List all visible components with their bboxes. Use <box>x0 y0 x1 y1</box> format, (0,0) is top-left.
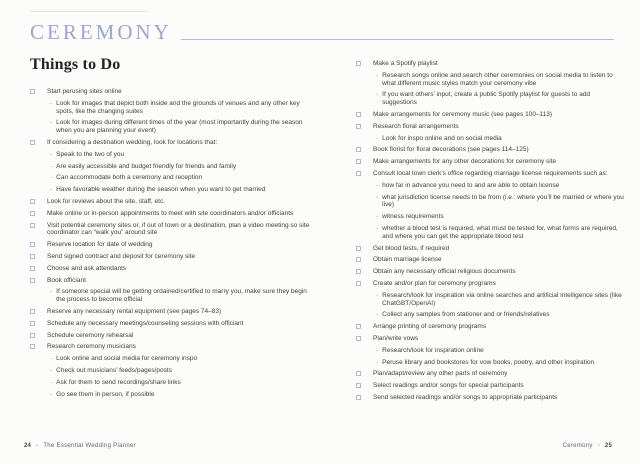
checklist-subitem <box>30 367 313 375</box>
checklist-item <box>30 308 313 316</box>
checklist-subitem <box>356 135 625 143</box>
checklist-item <box>356 256 625 264</box>
checklist-item-label: Obtain any necessary official religious documents <box>373 268 516 276</box>
checklist-subitem <box>356 292 625 308</box>
checkbox[interactable] <box>30 242 35 247</box>
subitem-label: Can accommodate both a ceremony and reception <box>56 174 203 182</box>
checklist-subitem <box>356 225 625 241</box>
checklist-subitem <box>30 355 313 363</box>
subitem-label: If you want others’ input, create a public Spotify playlist for guests to add suggestions <box>382 91 591 107</box>
subitem-label: witness requirements <box>382 213 444 221</box>
checkbox[interactable] <box>30 199 35 204</box>
checklist-subitem <box>30 288 313 304</box>
checklist-item <box>30 198 313 206</box>
dash-bullet-icon: - <box>50 186 53 194</box>
checkbox[interactable] <box>356 324 361 329</box>
footer-left <box>24 443 136 449</box>
dash-bullet-icon: - <box>50 355 53 363</box>
checkbox[interactable] <box>356 383 361 388</box>
dash-bullet-icon: - <box>376 71 379 79</box>
checkbox[interactable] <box>30 266 35 271</box>
checklist-item <box>356 146 625 154</box>
dash-bullet-icon: - <box>376 193 379 201</box>
checkbox[interactable] <box>30 321 35 326</box>
checklist-item-label: Plan/adapt/review any other parts of ceremony <box>373 370 508 378</box>
dash-bullet-icon: - <box>376 358 379 366</box>
checklist-item-label: Send selected readings and/or songs to appropriate participants <box>373 393 558 401</box>
subitem-label: Research/look for inspiration via online searches and artificial intelligence sites (like ChatGBT/OpenAI) <box>382 291 622 307</box>
subitem-label: whether a blood test is required, what must be tested for, what forms are required, and where you can get the appropriate blood test <box>382 224 618 240</box>
checklist-item-label: Schedule ceremony rehearsal <box>47 331 134 339</box>
checkbox[interactable] <box>30 254 35 259</box>
dash-bullet-icon: - <box>50 119 53 127</box>
dash-bullet-icon: - <box>376 224 379 232</box>
checklist-item-label: Make a Spotify playlist <box>373 60 438 67</box>
checklist-item-label: Obtain marriage license <box>373 256 442 264</box>
checklist-item <box>356 370 625 378</box>
checklist-subitem <box>30 100 313 116</box>
checkbox[interactable] <box>30 333 35 338</box>
checkbox[interactable] <box>356 159 361 164</box>
checkbox[interactable] <box>356 147 361 152</box>
checkbox[interactable] <box>30 309 35 314</box>
checklist-subitem <box>30 151 313 159</box>
subitem-label: Check out musicians’ feeds/pages/posts <box>56 366 172 374</box>
checklist-item-label: Create and/or plan for ceremony programs <box>373 279 496 287</box>
subitem-label: Look for images that depict both inside and the grounds of venues and any other key spots, like the changing suites <box>56 99 300 115</box>
dash-bullet-icon: - <box>50 162 53 170</box>
checklist-item <box>356 111 625 119</box>
checkbox[interactable] <box>356 112 361 117</box>
checklist-item <box>356 394 625 402</box>
checklist-item-label: Make arrangements for ceremony music (see pages 100–113) <box>373 110 553 118</box>
checklist-subitem <box>356 311 625 319</box>
checkbox[interactable] <box>356 257 361 262</box>
subitem-label: Research/look for inspiration online <box>382 346 484 354</box>
checklist-subitem <box>30 174 313 182</box>
checkbox[interactable] <box>356 171 361 176</box>
checklist-subitem <box>30 186 313 194</box>
dash-bullet-icon: - <box>50 174 53 182</box>
checklist-item <box>30 139 313 147</box>
checklist-item-label: Research floral arrangements <box>373 122 459 130</box>
chapter-name-footer: Ceremony <box>562 443 593 449</box>
checklist-subitem <box>356 213 625 221</box>
checklist-item-label: Book officiant <box>47 276 86 284</box>
checklist-item <box>30 343 313 351</box>
page-number-right: 25 <box>604 443 612 449</box>
checklist-subitem <box>356 347 625 355</box>
chapter-header <box>30 22 614 43</box>
subitem-label: Have favorable weather during the season when you want to get married <box>56 186 266 194</box>
checklist-item <box>30 210 313 218</box>
footer-right <box>563 443 612 449</box>
chapter-rule <box>181 39 614 40</box>
footer-separator-icon: • <box>36 443 39 449</box>
checklist-subitem <box>30 379 313 387</box>
checkbox[interactable] <box>356 269 361 274</box>
checklist-subitem <box>30 391 313 399</box>
subitem-label: how far in advance you need to and are able to obtain license <box>382 181 560 189</box>
checklist-item-label: Send signed contract and deposit for ceremony site <box>47 252 196 260</box>
checklist-item <box>356 245 625 253</box>
checkbox[interactable] <box>30 140 35 145</box>
subitem-label: Speak to the two of you <box>56 150 125 158</box>
checklist-item <box>356 123 625 131</box>
dash-bullet-icon: - <box>376 181 379 189</box>
subitem-label: Look for images during different times of the year (most importantly during the season when you are planning your event) <box>56 119 303 135</box>
checklist-item <box>30 222 313 238</box>
subitem-label: If someone special will be getting ordained/certified to marry you, make sure they begin the process to become official <box>56 288 307 304</box>
dash-bullet-icon: - <box>50 366 53 374</box>
checklist-subitem <box>356 359 625 367</box>
checklist-item <box>356 170 625 178</box>
checkbox[interactable] <box>356 336 361 341</box>
checkbox[interactable] <box>356 246 361 251</box>
section-title: Things to Do <box>30 56 121 73</box>
dash-bullet-icon: - <box>50 390 53 398</box>
checklist-item <box>30 241 313 249</box>
checklist-item-label: Get blood tests, if required <box>373 244 450 252</box>
checklist-item <box>30 320 313 328</box>
checklist-item <box>356 268 625 276</box>
checkbox[interactable] <box>30 211 35 216</box>
checklist-item <box>356 158 625 166</box>
checkbox[interactable] <box>30 89 35 94</box>
checklist-item-label: Choose and ask attendants <box>47 264 127 272</box>
checklist-subitem <box>30 163 313 171</box>
checkbox[interactable] <box>356 371 361 376</box>
checklist-subitem <box>356 91 625 107</box>
subitem-label: Peruse library and bookstores for vow books, poetry, and other inspiration <box>382 358 595 366</box>
chapter-title: CEREMONY <box>30 20 172 44</box>
checkbox[interactable] <box>30 223 35 228</box>
page-number-left: 24 <box>24 443 32 449</box>
checklist-column-right <box>356 60 625 406</box>
checklist-item <box>30 253 313 261</box>
checklist-item-label: Schedule any necessary meetings/counseling sessions with officiant <box>47 319 244 327</box>
subitem-label: Look for inspo online and on social media <box>382 134 502 142</box>
checkbox[interactable] <box>30 344 35 349</box>
subitem-label: Go see them in person, if possible <box>56 390 155 398</box>
checklist-subitem <box>356 194 625 210</box>
checklist-item-label: If considering a destination wedding, look for locations that: <box>47 138 218 146</box>
checklist-item-label: Visit potential ceremony sites or, if out of town or a destination, plan a video meeting so site coordinator can “walk you” around site <box>47 221 310 237</box>
dash-bullet-icon: - <box>376 134 379 142</box>
checklist-subitem <box>356 72 625 88</box>
checklist-item-label: Research ceremony musicians <box>47 343 136 351</box>
checkbox[interactable] <box>30 278 35 283</box>
checklist-item <box>30 332 313 340</box>
dash-bullet-icon: - <box>50 288 53 296</box>
dash-bullet-icon: - <box>376 291 379 299</box>
dash-bullet-icon: - <box>376 213 379 221</box>
dash-bullet-icon: - <box>376 91 379 99</box>
checklist-item-label: Arrange printing of ceremony programs <box>373 323 487 331</box>
checklist-item-label: Reserve location for date of wedding <box>47 241 153 249</box>
checklist-item-label: Book florist for floral decorations (see pages 114–125) <box>373 146 529 154</box>
checklist-subitem <box>356 182 625 190</box>
checklist-item-label: Make online or in-person appointments to meet with site coordinators and/or officiants <box>47 209 294 217</box>
dash-bullet-icon: - <box>376 346 379 354</box>
footer-separator-icon: • <box>597 443 600 449</box>
checklist-item <box>30 88 313 96</box>
dash-bullet-icon: - <box>376 311 379 319</box>
subitem-label: Look online and social media for ceremony inspo <box>56 355 198 363</box>
book-title: The Essential Wedding Planner <box>43 443 136 449</box>
dash-bullet-icon: - <box>50 99 53 107</box>
checklist-subitem <box>30 119 313 135</box>
checklist-column-left <box>30 88 313 402</box>
checklist-item-label: Consult local town clerk’s office regarding marriage license requirements such as: <box>373 169 608 177</box>
checklist-item-label: Reserve any necessary rental equipment (see pages 74–83) <box>47 307 222 315</box>
checklist-item-label: Look for reviews about the site, staff, etc. <box>47 197 166 205</box>
checklist-item <box>30 277 313 285</box>
checklist-item-label: Start perusing sites online <box>47 88 122 95</box>
checkbox[interactable] <box>356 124 361 129</box>
subitem-label: Ask for them to send recordings/share links <box>56 378 181 386</box>
subitem-label: Collect any samples from stationer and or friends/relatives <box>382 311 550 319</box>
dash-bullet-icon: - <box>50 378 53 386</box>
checklist-item <box>356 382 625 390</box>
subitem-label: Research songs online and search other ceremonies on social media to listen to what different music styles match your ceremony vibe <box>382 71 613 87</box>
page-edge-line <box>30 11 148 12</box>
checkbox[interactable] <box>356 395 361 400</box>
checklist-item-label: Make arrangements for any other decorations for ceremony site <box>373 158 557 166</box>
subitem-label: Are easily accessible and budget friendly for friends and family <box>56 162 237 170</box>
checklist-item-label: Plan/write vows <box>373 334 419 342</box>
dash-bullet-icon: - <box>50 150 53 158</box>
checkbox[interactable] <box>356 61 361 66</box>
checkbox[interactable] <box>356 281 361 286</box>
checklist-item <box>356 60 625 68</box>
checklist-item <box>356 280 625 288</box>
checklist-item-label: Select readings and/or songs for special participants <box>373 382 524 390</box>
checklist-item <box>30 265 313 273</box>
checklist-item <box>356 323 625 331</box>
checklist-item <box>356 335 625 343</box>
subitem-label: what jurisdiction license needs to be from (i.e.: where you’ll be married or where you live) <box>382 193 624 209</box>
